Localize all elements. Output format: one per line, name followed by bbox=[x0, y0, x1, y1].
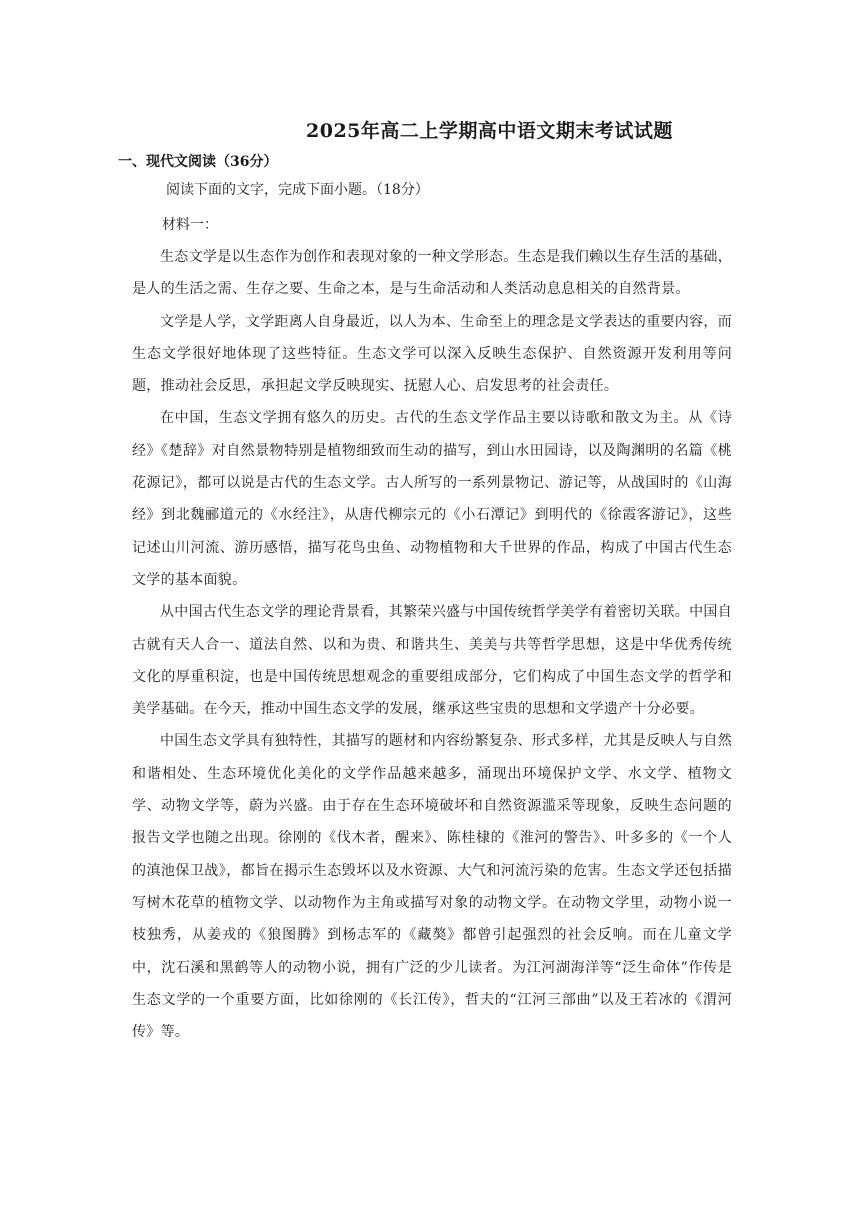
paragraph-4: 从中国古代生态文学的理论背景看，其繁荣兴盛与中国传统哲学美学有着密切关联。中国自古就有天人合一、道法自然、以和为贵、和谐共生、美美与共等哲学思想，这是中华优秀传统文化的厚重积淀，也是中国传统思想观念的重要组成部分，它们构成了中国生态文学的哲学和美学基础。在今天，推动中国生态文学的发展，继承这些宝贵的思想和文学遗产十分必要。 bbox=[132, 604, 732, 718]
paragraph-1: 生态文学是以生态作为创作和表现对象的一种文学形态。生态是我们赖以生存生活的基础，是人的生活之需、生存之要、生命之本，是与生命活动和人类活动息息相关的自然背景。 bbox=[132, 249, 732, 298]
paragraph-2: 文学是人学，文学距离人自身最近，以人为本、生命至上的理念是文学表达的重要内容，而生态文学很好地体现了这些特征。生态文学可以深入反映生态保护、自然资源开发利用等问题，推动社会反思，承担起文学反映现实、抚慰人心、启发思考的社会责任。 bbox=[132, 313, 732, 395]
paragraph-5: 中国生态文学具有独特性，其描写的题材和内容纷繁复杂、形式多样，尤其是反映人与自然和谐相处、生态环境优化美化的文学作品越来越多，涌现出环境保护文学、水文学、植物文学、动物文学等，蔚为兴盛。由于存在生态环境破坏和自然资源滥采等现象，反映生态问题的报告文学也随之出现。徐刚的《伐木者，醒来》、陈桂棣的《淮河的警告》、叶多多的《一个人的滇池保卫战》，都旨在揭示生态毁坏以及水资源、大气和河流污染的危害。生态文学还包括描写树木花草的植物文学、以动物作为主角或描写对象的动物文学。在动物文学里，动物小说一枝独秀，从姜戎的《狼图腾》到杨志军的《藏獒》都曾引起强烈的社会反响。而在儿童文学中，沈石溪和黑鹤等人的动物小说，拥有广泛的少儿读者。为江河湖海洋等“泛生命体”作传是生态文学的一个重要方面，比如徐刚的《长江传》，哲夫的“江河三部曲”以及王若冰的《渭河传》等。 bbox=[132, 733, 732, 1041]
paragraph-3: 在中国，生态文学拥有悠久的历史。古代的生态文学作品主要以诗歌和散文为主。从《诗经》《楚辞》对自然景物特别是植物细致而生动的描写，到山水田园诗，以及陶渊明的名篇《桃花源记》，都可以说是古代的生态文学。古人所写的一系列景物记、游记等，从战国时的《山海经》到北魏郦道元的《水经注》，从唐代柳宗元的《小石潭记》到明代的《徐霞客游记》，这些记述山川河流、游历感悟，描写花鸟虫鱼、动物植物和大千世界的作品，构成了中国古代生态文学的基本面貌。 bbox=[132, 410, 732, 588]
section-heading: 一、现代文阅读（36分） bbox=[118, 154, 278, 170]
article-body bbox=[132, 241, 732, 1048]
material-label: 材料一： bbox=[162, 217, 218, 233]
reading-instruction: 阅读下面的文字，完成下面小题。（18分） bbox=[166, 182, 429, 198]
page-title: 2025年高二上学期高中语文期末考试试题 bbox=[306, 120, 673, 142]
